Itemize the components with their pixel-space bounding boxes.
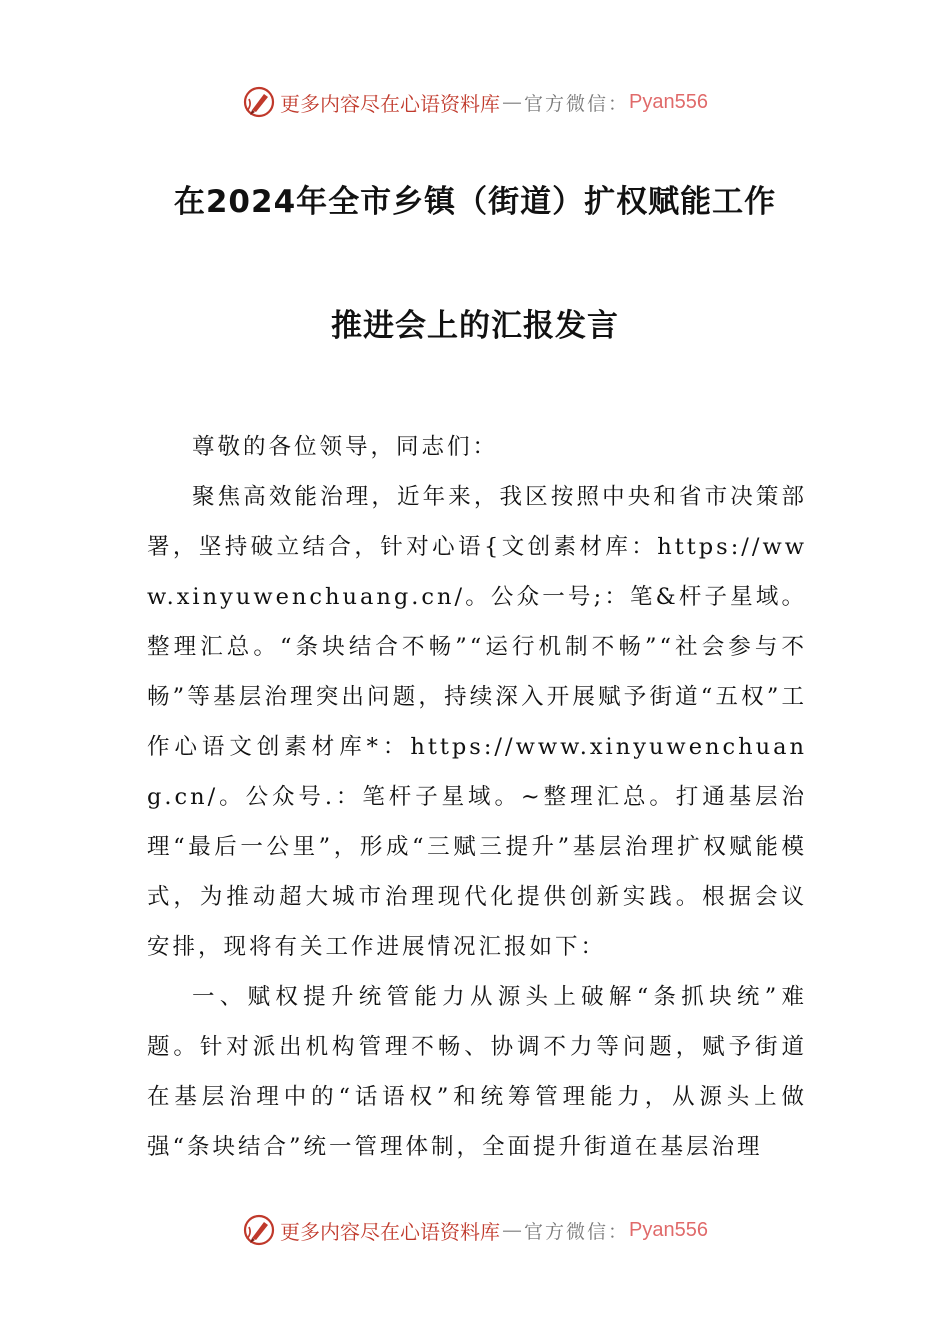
document-body: [147, 422, 807, 1172]
document-title-line-1: 在2024年全市乡镇（街道）扩权赋能工作: [173, 184, 777, 220]
salutation-paragraph: 尊敬的各位领导，同志们：: [192, 434, 499, 460]
banner-dash: —: [502, 1218, 522, 1242]
document-title-line-2: 推进会上的汇报发言: [331, 308, 619, 344]
section-one-paragraph: 一、赋权提升统管能力从源头上破解“条抓块统”难题。针对派出机构管理不畅、协调不力等问题，赋予街道在基层治理中的“话语权”和统筹管理能力，从源头上做强“条块结合”统一管理体制，全面提升街道在基层治理: [147, 984, 807, 1160]
intro-paragraph: 聚焦高效能治理，近年来，我区按照中央和省市决策部署，坚持破立结合，针对心语{文创素材库：https://www.xinyuwenchuang.cn/。公众一号;：笔&杆子星域。整理汇总。“条块结合不畅”“运行机制不畅”“社会参与不畅”等基层治理突出问题，持续深入开展赋予街道“五权”工作心语文创素材库*：https://www.xinyuwenchuang.cn/。公众号.：笔杆子星域。~整理汇总。打通基层治理“最后一公里”，形成“三赋三提升”基层治理扩权赋能模式，为推动超大城市治理现代化提供创新实践。根据会议安排，现将有关工作进展情况汇报如下：: [147, 484, 807, 960]
banner-official-label: 官方微信：: [524, 92, 630, 115]
banner-wechat-id: Pyan556: [629, 1218, 708, 1241]
footer-banner: [0, 1210, 950, 1250]
pen-logo-icon: [242, 1213, 276, 1247]
banner-brand-text: 更多内容尽在心语资料库: [280, 1219, 500, 1244]
header-banner: [0, 82, 950, 122]
banner-official-label: 官方微信：: [524, 1220, 630, 1243]
banner-brand-text: 更多内容尽在心语资料库: [280, 91, 500, 116]
banner-dash: —: [502, 90, 522, 114]
banner-wechat-id: Pyan556: [629, 90, 708, 113]
pen-logo-icon: [242, 85, 276, 119]
